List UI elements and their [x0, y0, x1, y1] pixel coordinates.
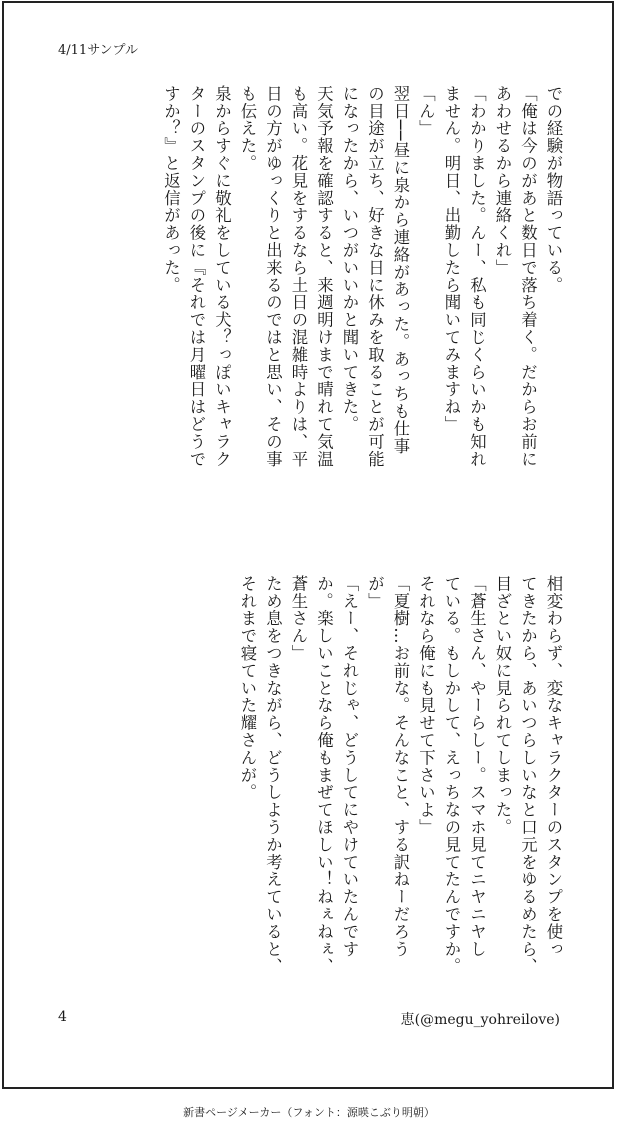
page-header-title: 4/11サンプル	[58, 43, 139, 58]
text-line: ため息をつきながら、どうしようか考えていると、	[263, 575, 283, 976]
text-line: も高い。花見をするなら土日の混雑時よりは、平	[289, 85, 308, 468]
text-line: 天気予報を確認すると、来週明けまで晴れて気温	[314, 85, 334, 468]
text-line: 目ざとい奴に見られてしまった。	[493, 575, 512, 836]
text-line: ターのスタンプの後に『それでは月曜日はどうで	[187, 85, 206, 468]
text-line: になったから、いつがいいかと聞いてきた。	[340, 85, 359, 433]
text-block-bottom	[235, 575, 567, 1005]
text-line: 日の方がゆっくりと出来るのではと思い、その事	[263, 85, 283, 468]
text-line: 「俺は今のがあと数日で落ち着く。だからお前に	[518, 85, 538, 468]
text-line: での経験が物語っている。	[544, 85, 563, 294]
text-line: 「夏樹…お前な。そんなこと、する訳ねーだろう	[391, 575, 410, 958]
book-page	[2, 1, 614, 1089]
generator-credit: 新書ページメーカー（フォント：源暎こぶり明朝）	[183, 1106, 435, 1119]
text-line: それなら俺にも見せて下さいよ」	[416, 575, 436, 836]
text-line: の目途が立ち、好きな日に休みを取ることが可能	[365, 85, 385, 468]
text-line: 「えー、それじゃ、どうしてにやけていたんです	[340, 575, 359, 958]
text-line: あわせるから連絡くれ」	[493, 85, 512, 277]
text-line: 相変わらず、変なキャラクターのスタンプを使っ	[544, 575, 563, 958]
page-number: 4	[58, 1009, 67, 1025]
text-line: てきたから、あいつらしいなと口元をゆるめたら、	[518, 575, 538, 976]
text-line: 「蒼生さん、やーらしー。スマホ見てニヤニヤし	[467, 575, 487, 958]
author-handle: 恵(@megu_yohreilove)	[400, 1012, 560, 1028]
text-line: 泉からすぐに敬礼をしている犬？っぽいキャラク	[212, 85, 232, 468]
text-line: も伝えた。	[238, 85, 257, 172]
text-line: 蒼生さん」	[289, 575, 308, 662]
text-line: か。楽しいことなら俺もまぜてほしい！ねぇねぇ、	[314, 575, 334, 976]
text-line: 翌日──昼に泉から連絡があった。あっちも仕事	[391, 85, 410, 455]
text-line: すか？』と返信があった。	[161, 85, 181, 294]
text-line: 「ん」	[416, 85, 436, 138]
text-line: が」	[365, 575, 385, 610]
text-line: それまで寝ていた耀さんが。	[238, 575, 257, 802]
text-line: ている。もしかして、えっちなの見てたんですか。	[442, 575, 461, 976]
text-line: 「わかりました。んー、私も同じくらいかも知れ	[467, 85, 487, 468]
text-block-top	[158, 85, 566, 525]
text-line: ません。明日、出勤したら聞いてみますね」	[442, 85, 461, 433]
